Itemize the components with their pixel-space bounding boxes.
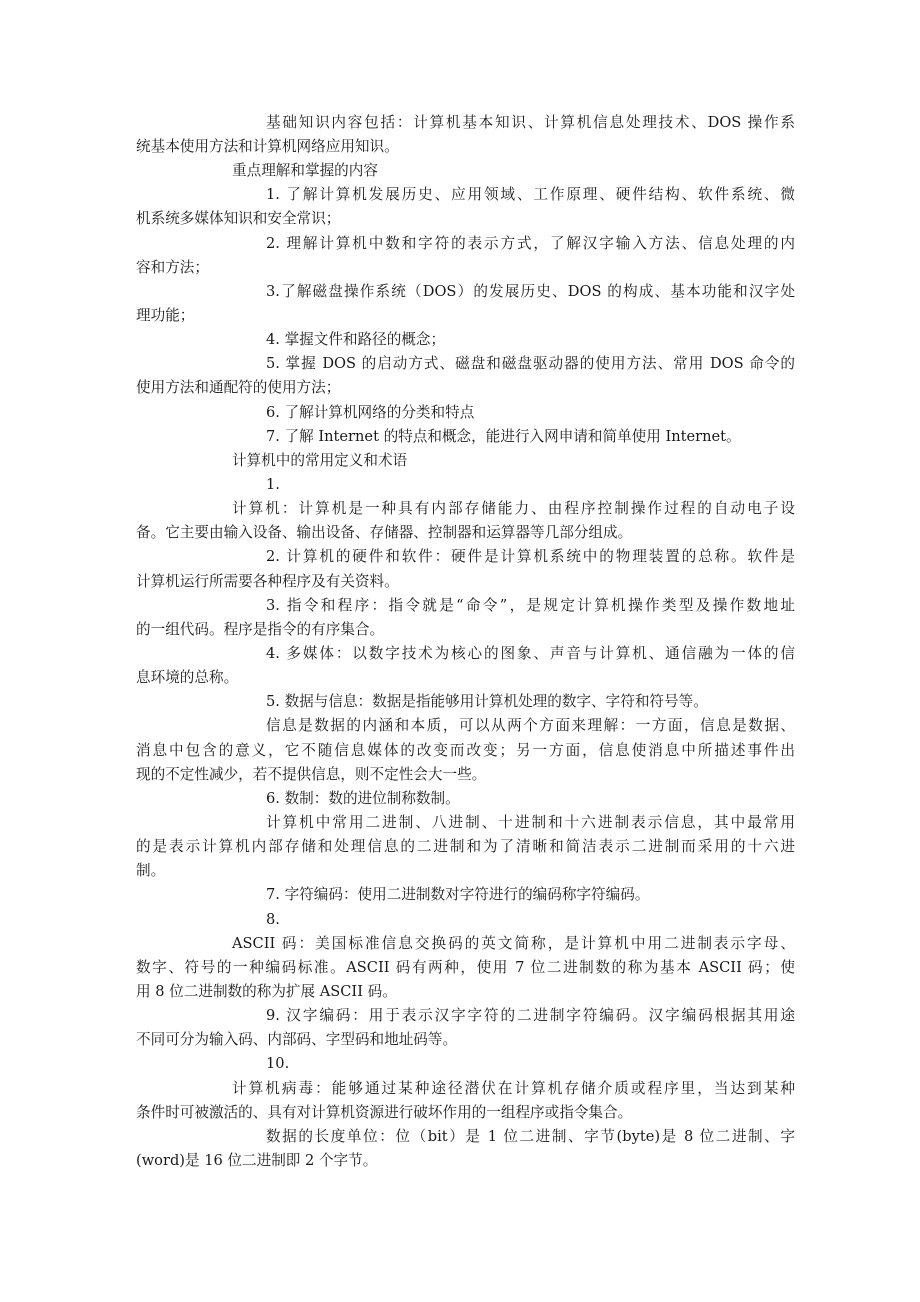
definition-2: 2. 计算机的硬件和软件：硬件是计算机系统中的物理装置的总称。软件是 [266, 548, 795, 565]
key-point-2: 2. 理解计算机中数和字符的表示方式，了解汉字输入方法、信息处理的内 [266, 235, 795, 252]
definition-1-cont: 备。它主要由输入设备、输出设备、存储器、控制器和运算器等几部分组成。 [136, 524, 633, 541]
definition-10-cont: 条件时可被激活的、具有对计算机资源进行破坏作用的一组程序或指令集合。 [136, 1104, 633, 1121]
data-length-units-cont: (word)是 16 位二进制即 2 个字节。 [136, 1152, 378, 1169]
definition-7: 7. 字符编码：使用二进制数对字符进行的编码称字符编码。 [266, 886, 650, 903]
definition-8-number: 8. [266, 911, 280, 928]
definition-8: ASCII 码：美国标准信息交换码的英文简称，是计算机中用二进制表示字母、 [232, 935, 795, 952]
definition-5-info-cont: 消息中包含的意义，它不随信息媒体的改变而改变；另一方面，信息使消息中所描述事件出 [136, 742, 795, 759]
definition-1-number: 1. [266, 476, 280, 493]
intro-line-cont: 统基本使用方法和计算机网络应用知识。 [136, 138, 399, 155]
definition-5-info: 信息是数据的内涵和本质，可以从两个方面来理解：一方面，信息是数据、 [266, 717, 795, 734]
definition-6: 6. 数制：数的进位制称数制。 [266, 790, 460, 807]
definition-10: 计算机病毒：能够通过某种途径潜伏在计算机存储介质或程序里，当达到某种 [232, 1080, 795, 1097]
data-length-units: 数据的长度单位：位（bit）是 1 位二进制、字节(byte)是 8 位二进制、字 [266, 1128, 795, 1145]
section-heading-definitions: 计算机中的常用定义和术语 [232, 452, 408, 469]
key-point-6: 6. 了解计算机网络的分类和特点 [266, 404, 475, 421]
key-point-5: 5. 掌握 DOS 的启动方式、磁盘和磁盘驱动器的使用方法、常用 DOS 命令的 [266, 355, 795, 372]
section-heading-key-points: 重点理解和掌握的内容 [232, 162, 378, 179]
key-point-5-cont: 使用方法和通配符的使用方法； [136, 379, 341, 396]
definition-10-number: 10. [266, 1055, 290, 1072]
key-point-3-cont: 理功能； [136, 307, 195, 324]
key-point-2-cont: 容和方法； [136, 259, 209, 276]
definition-3: 3. 指令和程序：指令就是“命令”，是规定计算机操作类型及操作数地址 [266, 597, 795, 614]
key-point-1: 1. 了解计算机发展历史、应用领域、工作原理、硬件结构、软件系统、微 [266, 186, 795, 203]
key-point-3: 3.了解磁盘操作系统（DOS）的发展历史、DOS 的构成、基本功能和汉字处 [266, 283, 795, 300]
definition-8-cont-2: 用 8 位二进制数的称为扩展 ASCII 码。 [136, 983, 397, 1000]
definition-6-detail: 计算机中常用二进制、八进制、十进制和十六进制表示信息，其中最常用 [266, 814, 795, 831]
key-point-7: 7. 了解 Internet 的特点和概念，能进行入网申请和简单使用 Internet。 [266, 428, 741, 445]
definition-8-cont: 数字、符号的一种编码标准。ASCII 码有两种，使用 7 位二进制数的称为基本 ASCII 码；使 [136, 959, 795, 976]
definition-5: 5. 数据与信息：数据是指能够用计算机处理的数字、字符和符号等。 [266, 693, 708, 710]
definition-9-cont: 不同可分为输入码、内部码、字型码和地址码等。 [136, 1031, 458, 1048]
definition-1: 计算机：计算机是一种具有内部存储能力、由程序控制操作过程的自动电子设 [232, 500, 795, 517]
definition-4: 4. 多媒体：以数字技术为核心的图象、声音与计算机、通信融为一体的信 [266, 645, 795, 662]
key-point-4: 4. 掌握文件和路径的概念； [266, 331, 446, 348]
definition-3-cont: 的一组代码。程序是指令的有序集合。 [136, 621, 385, 638]
definition-9: 9. 汉字编码：用于表示汉字字符的二进制字符编码。汉字编码根据其用途 [266, 1007, 795, 1024]
definition-2-cont: 计算机运行所需要各种程序及有关资料。 [136, 573, 399, 590]
key-point-1-cont: 机系统多媒体知识和安全常识； [136, 210, 341, 227]
definition-5-info-cont-2: 现的不定性减少，若不提供信息，则不定性会大一些。 [136, 766, 487, 783]
definition-6-detail-cont-2: 制。 [136, 862, 166, 879]
definition-6-detail-cont: 的是表示计算机内部存储和处理信息的二进制和为了清晰和简洁表示二进制而采用的十六进 [136, 838, 795, 855]
intro-line: 基础知识内容包括：计算机基本知识、计算机信息处理技术、DOS 操作系 [266, 114, 795, 131]
definition-4-cont: 息环境的总称。 [136, 669, 239, 686]
